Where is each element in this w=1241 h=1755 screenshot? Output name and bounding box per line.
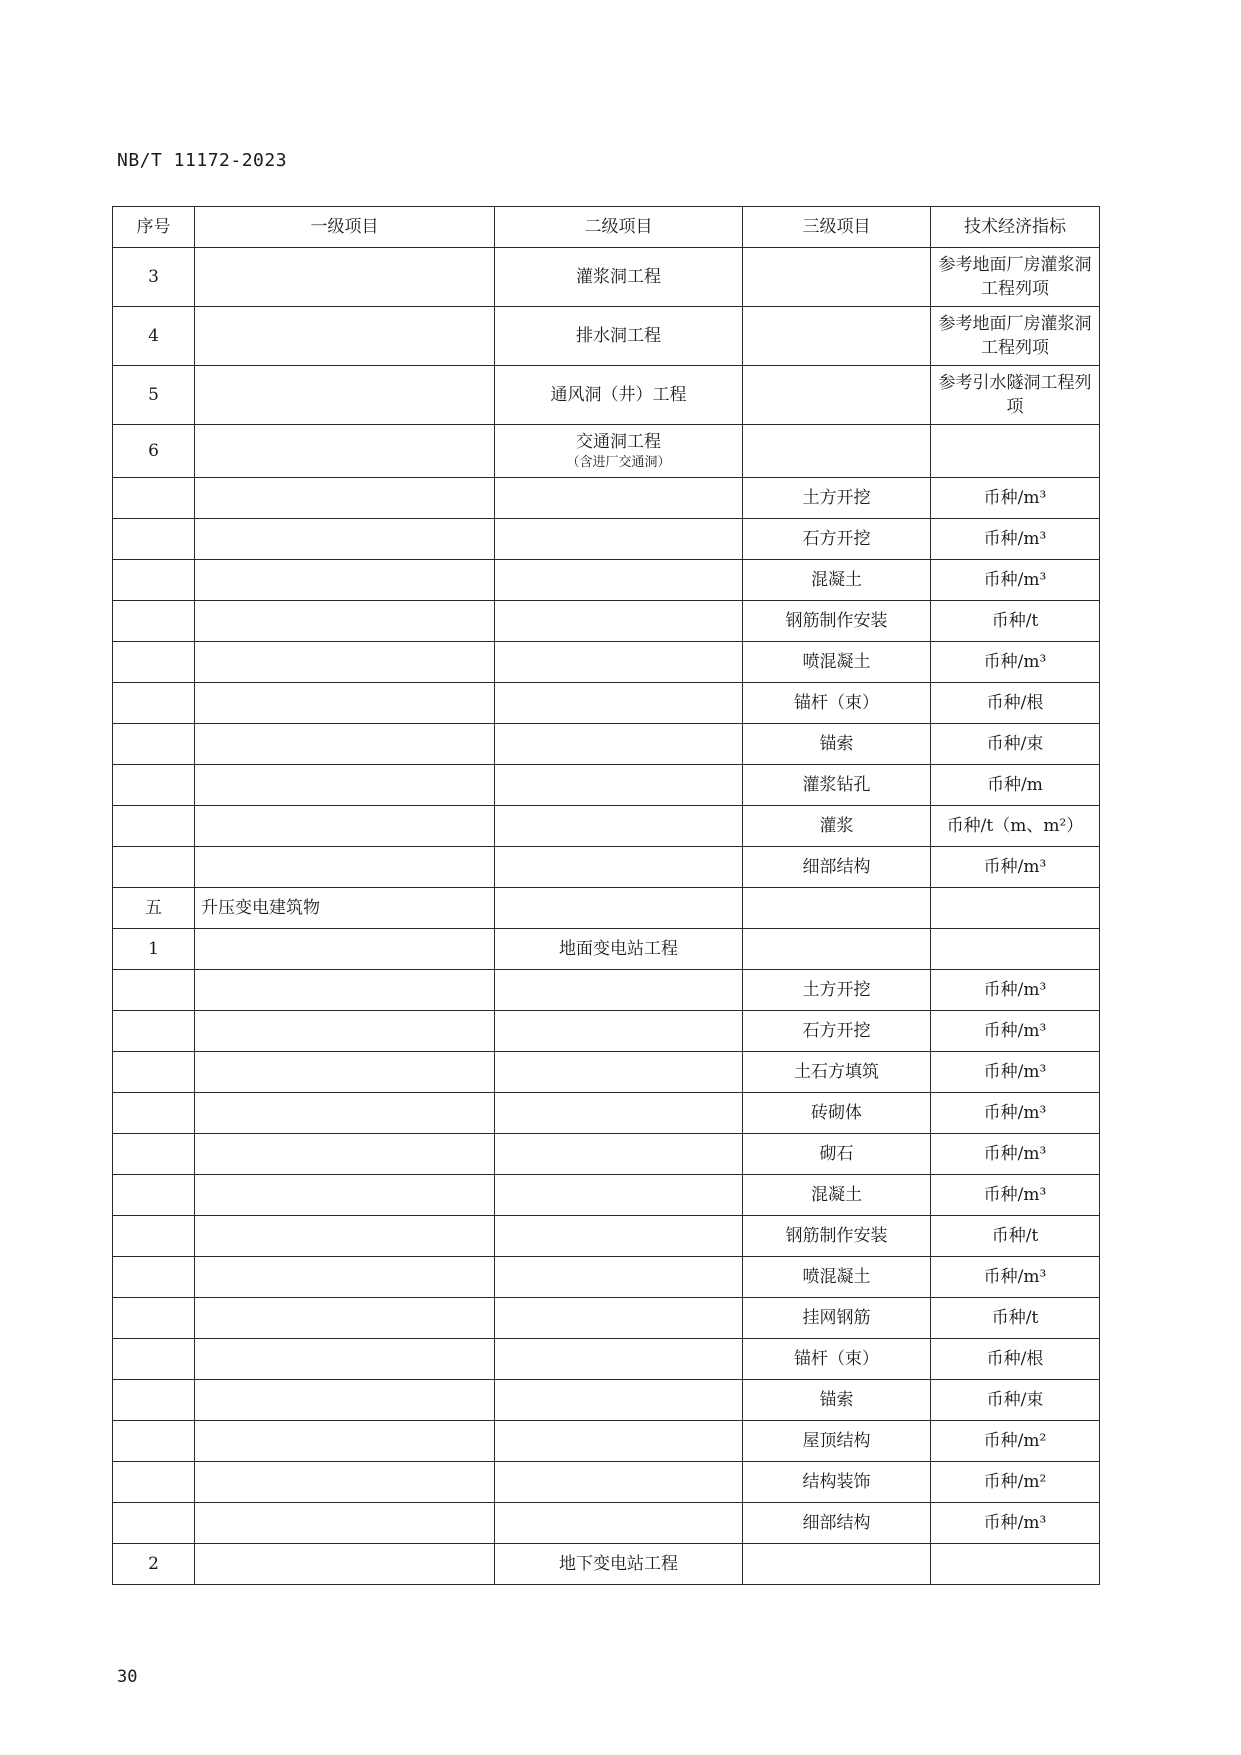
level2-label: 灌浆洞工程 [576,267,661,287]
table-row [113,1298,1100,1339]
cell-no: 5 [113,366,195,425]
cell-level2 [495,1380,743,1421]
cell-level3 [743,1544,931,1585]
cell-indicator: 币种/根 [931,1339,1100,1380]
cell-level2 [495,560,743,601]
cell-level2 [495,1503,743,1544]
cell-level3: 土石方填筑 [743,1052,931,1093]
cell-indicator: 币种/m³ [931,642,1100,683]
table-row [113,724,1100,765]
cell-level1 [195,1339,495,1380]
cell-level1 [195,1544,495,1585]
cell-level2 [495,1216,743,1257]
cell-level2 [495,1052,743,1093]
cell-indicator: 币种/m [931,765,1100,806]
cell-indicator: 币种/根 [931,683,1100,724]
cell-indicator: 币种/m³ [931,1011,1100,1052]
cell-no: 2 [113,1544,195,1585]
cell-indicator: 参考地面厂房灌浆洞工程列项 [931,307,1100,366]
level2-label: 地下变电站工程 [559,1554,678,1574]
cell-level1 [195,1503,495,1544]
table-row [113,1421,1100,1462]
cell-level3 [743,929,931,970]
table-header-row [113,207,1100,248]
table-row [113,683,1100,724]
cell-level3: 钢筋制作安装 [743,1216,931,1257]
cell-level2 [495,1257,743,1298]
table-row [113,1134,1100,1175]
cell-no [113,1093,195,1134]
cell-indicator: 币种/t [931,601,1100,642]
cell-no [113,519,195,560]
table-row [113,1257,1100,1298]
cell-no [113,1421,195,1462]
cell-level1 [195,847,495,888]
cell-no [113,1216,195,1257]
cell-level2 [495,724,743,765]
table-row [113,601,1100,642]
cell-no [113,970,195,1011]
cell-indicator: 参考引水隧洞工程列项 [931,366,1100,425]
cell-no [113,683,195,724]
cell-no [113,1011,195,1052]
cell-level3: 喷混凝土 [743,1257,931,1298]
cell-no [113,765,195,806]
cell-no: 1 [113,929,195,970]
cell-level3: 屋顶结构 [743,1421,931,1462]
cell-level2 [495,307,743,366]
cell-indicator [931,929,1100,970]
table-row [113,1011,1100,1052]
cell-no [113,1175,195,1216]
level2-label: 通风洞（井）工程 [550,385,687,405]
cell-level2 [495,478,743,519]
cell-level1 [195,425,495,478]
cell-level1 [195,1175,495,1216]
cell-no [113,847,195,888]
table-row [113,1380,1100,1421]
cell-level2 [495,601,743,642]
cell-no: 五 [113,888,195,929]
cell-level2 [495,642,743,683]
table-row [113,1093,1100,1134]
cell-level1 [195,1462,495,1503]
cell-level3 [743,425,931,478]
cell-level2 [495,1339,743,1380]
table-row [113,1503,1100,1544]
cell-indicator: 币种/m³ [931,560,1100,601]
cell-level1 [195,366,495,425]
cell-level1 [195,642,495,683]
cell-no [113,1257,195,1298]
cell-no [113,1052,195,1093]
table-row [113,366,1100,425]
cell-indicator: 币种/m² [931,1421,1100,1462]
cell-level3 [743,366,931,425]
cell-level2 [495,425,743,478]
cell-indicator: 币种/m³ [931,478,1100,519]
cell-level1 [195,929,495,970]
cell-level1 [195,970,495,1011]
cell-level3: 灌浆 [743,806,931,847]
cell-level2 [495,765,743,806]
table-row [113,1175,1100,1216]
cell-indicator: 币种/束 [931,724,1100,765]
cell-indicator: 币种/m³ [931,1134,1100,1175]
cell-indicator [931,888,1100,929]
cell-no [113,1503,195,1544]
cost-item-table [112,206,1100,1585]
cell-level1 [195,1421,495,1462]
cell-indicator: 币种/t [931,1216,1100,1257]
cell-level2 [495,1011,743,1052]
cell-level3: 细部结构 [743,847,931,888]
cell-no: 4 [113,307,195,366]
table-row [113,1462,1100,1503]
cell-level3: 锚杆（束） [743,683,931,724]
cell-level2 [495,248,743,307]
document-code: NB/T 11172-2023 [117,150,288,171]
cell-indicator: 币种/m³ [931,519,1100,560]
table-row [113,307,1100,366]
cell-level3 [743,248,931,307]
cell-level2 [495,683,743,724]
cell-level3: 锚索 [743,1380,931,1421]
cell-level2 [495,888,743,929]
table-row [113,1052,1100,1093]
cell-level3: 混凝土 [743,1175,931,1216]
table-row [113,248,1100,307]
cell-level1 [195,1216,495,1257]
cell-level3: 砖砌体 [743,1093,931,1134]
cell-no [113,724,195,765]
cell-level3: 石方开挖 [743,519,931,560]
cell-indicator: 币种/m³ [931,1093,1100,1134]
cell-indicator: 币种/m³ [931,847,1100,888]
cell-level2 [495,519,743,560]
cell-level3: 砌石 [743,1134,931,1175]
cell-level3: 细部结构 [743,1503,931,1544]
cell-no [113,478,195,519]
cell-level1 [195,1380,495,1421]
cell-level2 [495,847,743,888]
cell-indicator [931,1544,1100,1585]
cell-level3: 混凝土 [743,560,931,601]
cell-level1 [195,601,495,642]
cell-level1 [195,1298,495,1339]
level2-note: （含进厂交通洞） [566,455,671,470]
cell-no [113,1380,195,1421]
table-row [113,765,1100,806]
cell-level3: 钢筋制作安装 [743,601,931,642]
cell-level1: 升压变电建筑物 [195,888,495,929]
cell-level2 [495,1134,743,1175]
cell-indicator: 币种/m³ [931,1257,1100,1298]
column-header-level1: 一级项目 [195,207,495,248]
cell-level3: 锚索 [743,724,931,765]
column-header-level2: 二级项目 [495,207,743,248]
cell-level2 [495,366,743,425]
cell-level1 [195,1093,495,1134]
cell-level2 [495,1093,743,1134]
cell-level2 [495,970,743,1011]
cell-level3: 喷混凝土 [743,642,931,683]
table-row [113,642,1100,683]
cell-level1 [195,1257,495,1298]
cell-level1 [195,560,495,601]
cell-no [113,1462,195,1503]
cell-indicator: 币种/t（m、m²） [931,806,1100,847]
cell-indicator: 参考地面厂房灌浆洞工程列项 [931,248,1100,307]
cell-no [113,601,195,642]
cell-level2 [495,1175,743,1216]
cell-level3: 挂网钢筋 [743,1298,931,1339]
level2-label: 交通洞工程 [576,432,661,452]
cell-no [113,1134,195,1175]
table-row [113,1339,1100,1380]
table-row [113,888,1100,929]
cell-level2 [495,1421,743,1462]
cell-no: 6 [113,425,195,478]
cell-indicator [931,425,1100,478]
cell-level3: 结构装饰 [743,1462,931,1503]
level2-label: 排水洞工程 [576,326,661,346]
cell-no [113,1298,195,1339]
level2-label: 地面变电站工程 [559,939,678,959]
column-header-level3: 三级项目 [743,207,931,248]
cell-no [113,560,195,601]
cell-indicator: 币种/m³ [931,1503,1100,1544]
cell-level1 [195,724,495,765]
cell-level1 [195,1011,495,1052]
cell-level3: 锚杆（束） [743,1339,931,1380]
table-row [113,929,1100,970]
table-row [113,478,1100,519]
table-row [113,970,1100,1011]
cell-level1 [195,806,495,847]
cell-indicator: 币种/m² [931,1462,1100,1503]
cell-level2 [495,929,743,970]
table-row [113,425,1100,478]
cell-no [113,1339,195,1380]
table-row [113,806,1100,847]
cell-no [113,806,195,847]
page-number: 30 [117,1667,138,1687]
cell-level3: 土方开挖 [743,970,931,1011]
cell-level2 [495,1462,743,1503]
cell-level1 [195,1052,495,1093]
cell-no: 3 [113,248,195,307]
cell-level1 [195,683,495,724]
cell-level3: 石方开挖 [743,1011,931,1052]
cell-level1 [195,478,495,519]
table-row [113,1544,1100,1585]
cell-level2 [495,1544,743,1585]
cell-indicator: 币种/m³ [931,1175,1100,1216]
cell-indicator: 币种/t [931,1298,1100,1339]
cell-level3: 土方开挖 [743,478,931,519]
column-header-no: 序号 [113,207,195,248]
cell-indicator: 币种/m³ [931,970,1100,1011]
table-row [113,847,1100,888]
cell-indicator: 币种/束 [931,1380,1100,1421]
table-row [113,1216,1100,1257]
cell-level1 [195,307,495,366]
cell-level3 [743,888,931,929]
cell-level1 [195,248,495,307]
cell-indicator: 币种/m³ [931,1052,1100,1093]
column-header-indicator: 技术经济指标 [931,207,1100,248]
cell-level1 [195,1134,495,1175]
cell-level2 [495,806,743,847]
cell-level3: 灌浆钻孔 [743,765,931,806]
cell-level2 [495,1298,743,1339]
cell-level3 [743,307,931,366]
table-row [113,560,1100,601]
table-body [113,248,1100,1585]
cell-no [113,642,195,683]
cell-level1 [195,519,495,560]
table-row [113,519,1100,560]
cell-level1 [195,765,495,806]
